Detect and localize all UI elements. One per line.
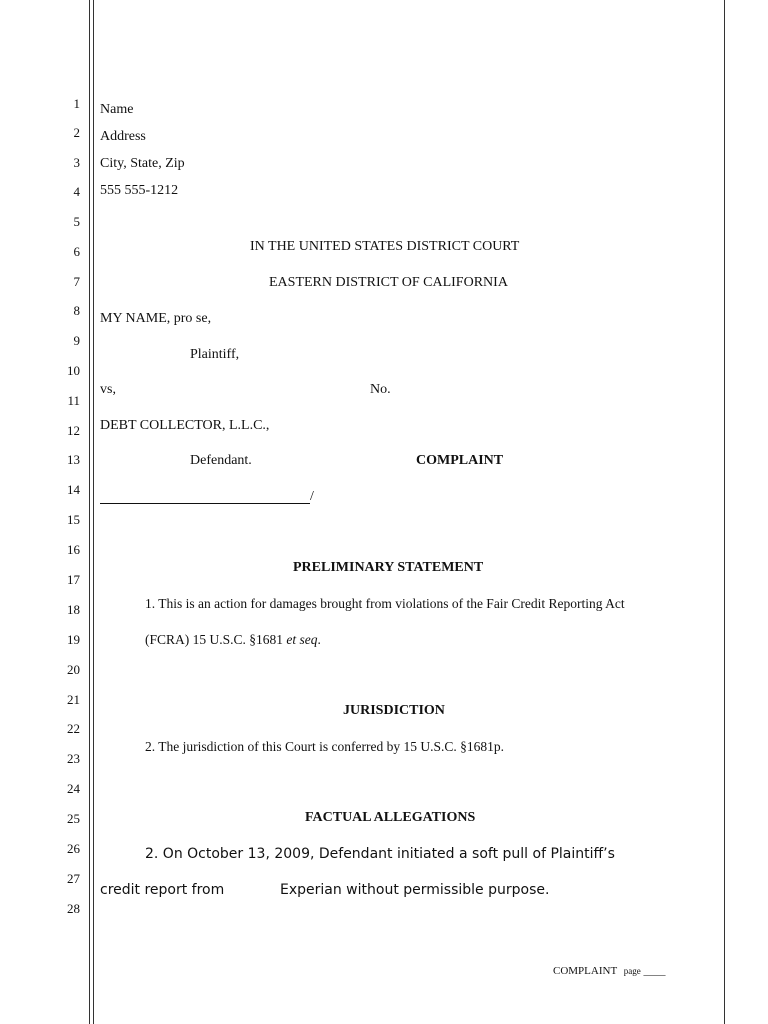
caption-underline (100, 503, 310, 504)
preliminary-paragraph-line1: 1. This is an action for damages brought from violations of the Fair Credit Reporting Act (145, 596, 625, 611)
line-number: 6 (73, 244, 80, 259)
footer (553, 962, 665, 980)
line-number: 26 (67, 841, 80, 856)
line-number: 4 (73, 184, 80, 199)
line-number: 21 (67, 692, 80, 707)
line-number: 8 (73, 303, 80, 318)
line-number: 24 (67, 781, 80, 796)
plaintiff-name: MY NAME, pro se, (100, 311, 212, 326)
line-number: 28 (67, 901, 80, 916)
line-number: 13 (67, 452, 80, 467)
left-margin-rule-outer (89, 0, 90, 1024)
plaintiff-role: Plaintiff, (190, 347, 240, 362)
factual-paragraph-line2-b: Experian without permissible purpose. (280, 882, 550, 898)
line-number: 7 (73, 274, 80, 289)
line-number: 22 (67, 721, 80, 736)
factual-allegations-heading: FACTUAL ALLEGATIONS (305, 810, 476, 825)
right-margin-rule (724, 0, 725, 1024)
court-title-line1: IN THE UNITED STATES DISTRICT COURT (250, 239, 520, 254)
filer-address: Address (100, 129, 146, 144)
filer-phone: 555 555-1212 (100, 183, 179, 198)
filer-city-state-zip: City, State, Zip (100, 156, 185, 171)
jurisdiction-paragraph: 2. The jurisdiction of this Court is conferred by 15 U.S.C. §1681p. (145, 739, 504, 754)
preliminary-paragraph-line2: (FCRA) 15 U.S.C. §1681 et seq. (145, 632, 321, 647)
line-number: 3 (73, 155, 80, 170)
left-margin-rule-inner (93, 0, 94, 1024)
factual-paragraph-line2-a: credit report from (100, 882, 225, 898)
preliminary-statement-heading: PRELIMINARY STATEMENT (293, 560, 484, 575)
line-number: 20 (67, 662, 80, 677)
line-number: 27 (67, 871, 80, 886)
defendant-name: DEBT COLLECTOR, L.L.C., (100, 418, 270, 433)
line-number: 16 (67, 542, 80, 557)
line-number: 23 (67, 751, 80, 766)
line-number: 9 (73, 333, 80, 348)
factual-paragraph-line1: 2. On October 13, 2009, Defendant initiated a soft pull of Plaintiff’s (145, 846, 615, 862)
defendant-role: Defendant. (190, 453, 252, 468)
line-number: 2 (73, 125, 80, 140)
line-number: 5 (73, 214, 80, 229)
filer-name: Name (100, 102, 134, 117)
line-number: 1 (73, 96, 80, 111)
document-type: COMPLAINT (416, 453, 504, 468)
footer-page-label: page (623, 966, 641, 976)
line-number: 25 (67, 811, 80, 826)
jurisdiction-heading: JURISDICTION (343, 703, 445, 718)
versus-label: vs, (100, 382, 116, 397)
line-number: 15 (67, 512, 80, 527)
line-number: 19 (67, 632, 80, 647)
footer-page-blank: ____ (643, 965, 666, 977)
line-number: 12 (67, 423, 80, 438)
court-title-line2: EASTERN DISTRICT OF CALIFORNIA (269, 275, 508, 290)
line-number: 17 (67, 572, 80, 587)
line-number: 14 (67, 482, 80, 497)
line-number: 10 (67, 363, 80, 378)
caption-slash: / (310, 489, 314, 504)
case-number-label: No. (370, 382, 391, 397)
footer-label: COMPLAINT (553, 965, 617, 977)
line-number: 11 (67, 393, 80, 408)
line-number: 18 (67, 602, 80, 617)
